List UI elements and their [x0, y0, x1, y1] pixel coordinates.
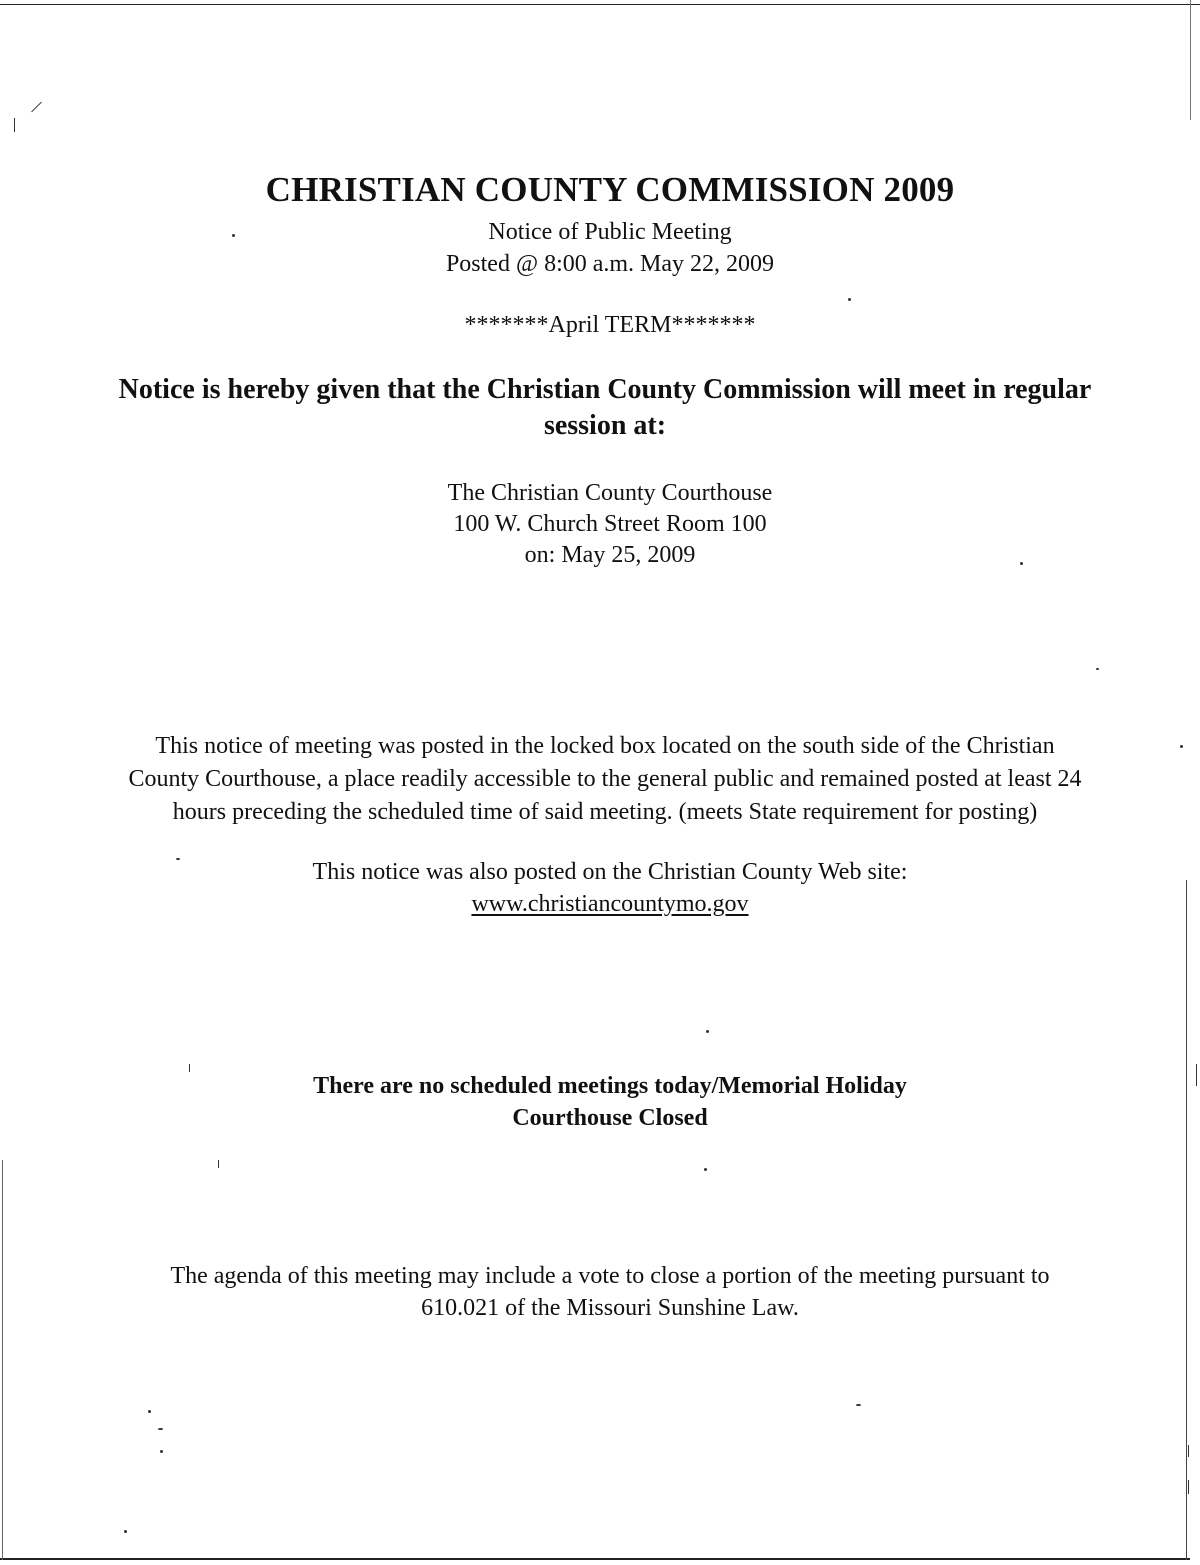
posting-line: County Courthouse, a place readily accessible to the general public and remained posted at least 24: [128, 766, 1082, 792]
scan-speck: [1096, 668, 1099, 670]
website-text: This notice was also posted on the Christian County Web site:: [312, 859, 908, 885]
notice-heading-line: Notice is hereby given that the Christian County Commission will meet in regular: [118, 374, 1092, 405]
scan-speck: [158, 1428, 163, 1430]
scan-speck: [706, 1030, 709, 1033]
location-address: 100 W. Church Street Room 100: [453, 511, 767, 537]
scan-speck: [704, 1168, 707, 1171]
meeting-location: [10, 478, 1200, 571]
website-link[interactable]: www.christiancountymo.gov: [471, 891, 749, 917]
notice-heading-line: session at:: [543, 410, 667, 441]
scan-speck: [856, 1404, 861, 1406]
posting-line: This notice of meeting was posted in the locked box located on the south side of the Christian: [155, 733, 1055, 759]
scan-mark: [218, 1160, 219, 1168]
scan-speck: [160, 1450, 163, 1453]
scan-speck: [848, 298, 851, 301]
posting-line: hours preceding the scheduled time of said meeting. (meets State requirement for posting): [172, 799, 1038, 825]
holiday-line: Courthouse Closed: [512, 1105, 708, 1131]
agenda-statement: [10, 1260, 1200, 1324]
holiday-notice: [10, 1070, 1200, 1134]
scan-edge-left-bottom: [2, 1160, 3, 1560]
website-notice: [10, 856, 1200, 920]
meeting-date: on: May 25, 2009: [524, 542, 696, 568]
posted-datetime: Posted @ 8:00 a.m. May 22, 2009: [445, 251, 775, 277]
notice-heading: [10, 372, 1200, 444]
scan-mark: [1188, 1480, 1189, 1494]
scan-mark: [1188, 1445, 1189, 1457]
scan-speck: [124, 1530, 127, 1533]
scan-edge-top: [0, 4, 1200, 5]
scan-mark: [31, 102, 42, 113]
scan-edge-bottom: [0, 1558, 1190, 1560]
notice-subtitle: Notice of Public Meeting: [488, 219, 732, 245]
document-subheader: [10, 216, 1200, 280]
location-building: The Christian County Courthouse: [447, 480, 773, 506]
scan-speck: [148, 1410, 151, 1413]
holiday-line: There are no scheduled meetings today/Memorial Holiday: [313, 1073, 907, 1099]
posting-statement: [10, 730, 1200, 829]
document-title: CHRISTIAN COUNTY COMMISSION 2009: [265, 170, 955, 209]
scan-edge-right: [1186, 880, 1187, 1560]
term-label: *******April TERM*******: [464, 312, 756, 338]
agenda-line: The agenda of this meeting may include a vote to close a portion of the meeting pursuant to: [170, 1263, 1050, 1289]
agenda-line: 610.021 of the Missouri Sunshine Law.: [421, 1295, 799, 1321]
scan-mark: [14, 118, 15, 132]
scan-edge-right-top: [1190, 0, 1191, 120]
